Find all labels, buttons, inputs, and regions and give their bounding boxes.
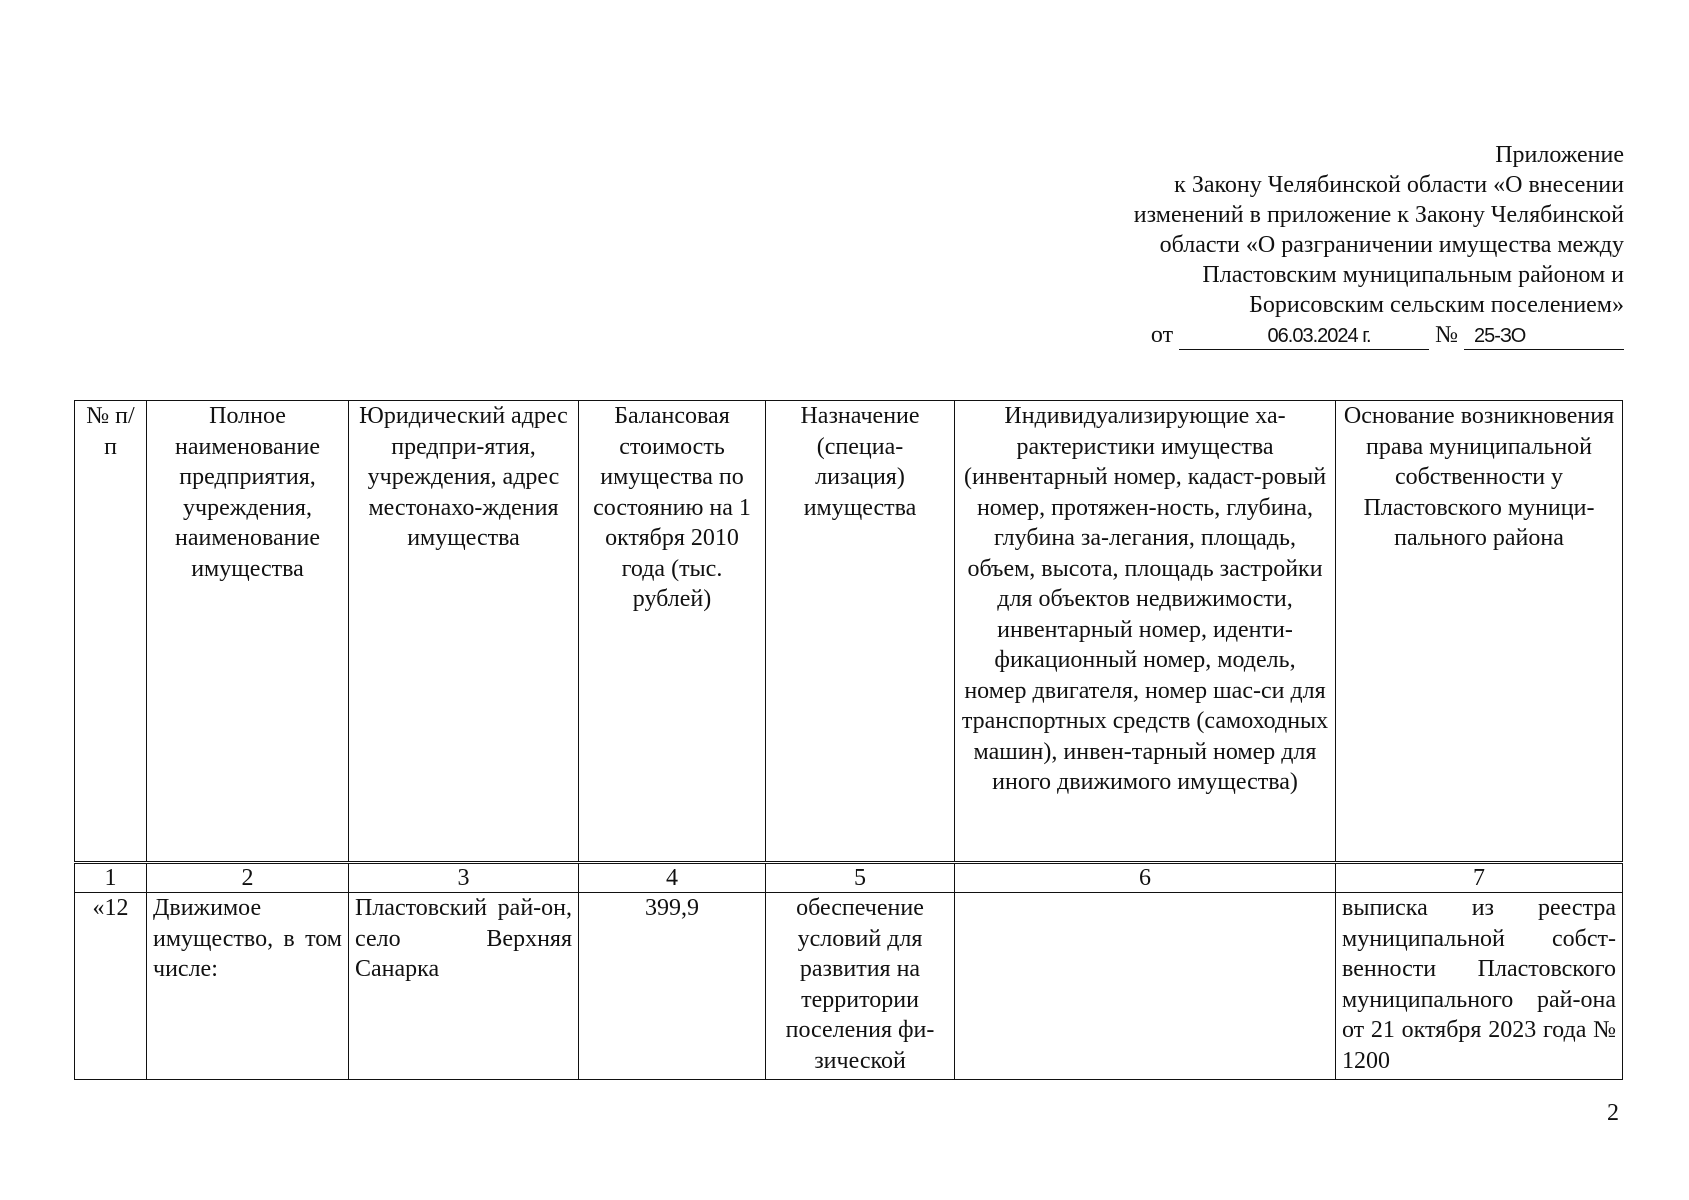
appendix-line: Пластовским муниципальным районом и xyxy=(1202,262,1624,288)
row-name: Движимое имущество, в том числе: xyxy=(147,893,349,1080)
column-number: 2 xyxy=(147,863,349,893)
property-table xyxy=(74,400,1623,1080)
row-number: «12 xyxy=(75,893,147,1080)
appendix-line: области «О разграничении имущества между xyxy=(1159,232,1624,258)
header-cell: Балансовая стоимость имущества по состоянию на 1 октября 2010 года (тыс. рублей) xyxy=(579,401,766,863)
appendix-line: изменений в приложение к Закону Челябинской xyxy=(1133,202,1624,228)
row-characteristics xyxy=(955,893,1336,1080)
column-number: 3 xyxy=(349,863,579,893)
header-cell: Назначение (специа-лизация) имущества xyxy=(766,401,955,863)
law-signature-line xyxy=(1044,320,1624,350)
column-number: 1 xyxy=(75,863,147,893)
number-label: № xyxy=(1435,322,1458,348)
appendix-line: к Закону Челябинской области «О внесении xyxy=(1174,172,1624,198)
column-number: 6 xyxy=(955,863,1336,893)
column-number-row xyxy=(75,863,1623,893)
table-header-row xyxy=(75,401,1623,863)
header-cell: Юридический адрес предпри-ятия, учреждения, адрес местонахо-ждения имущества xyxy=(349,401,579,863)
law-date: 06.03.2024 г. xyxy=(1179,323,1429,350)
row-value: 399,9 xyxy=(579,893,766,1080)
header-cell: Полное наименование предприятия, учреждения, наименование имущества xyxy=(147,401,349,863)
law-number: 25-ЗО xyxy=(1464,323,1624,350)
header-cell: № п/п xyxy=(75,401,147,863)
appendix-line: Приложение xyxy=(1495,142,1624,168)
column-number: 7 xyxy=(1336,863,1623,893)
page-number: 2 xyxy=(1607,1100,1619,1126)
appendix-line: Борисовским сельским поселением» xyxy=(1249,292,1624,318)
header-cell: Основание возникновения права муниципальной собственности у Пластовского муници-пального района xyxy=(1336,401,1623,863)
row-purpose: обеспечение условий для развития на территории поселения фи-зической xyxy=(766,893,955,1080)
column-number: 5 xyxy=(766,863,955,893)
appendix-header xyxy=(1044,140,1624,350)
column-number: 4 xyxy=(579,863,766,893)
row-address: Пластовский рай-он, село Верхняя Санарка xyxy=(349,893,579,1080)
table-row xyxy=(75,893,1623,1080)
from-label: от xyxy=(1150,322,1174,348)
header-cell: Индивидуализирующие ха-рактеристики имущества (инвентарный номер, кадаст-ровый номер, протяжен-ность, глубина, глубина за-легания, площадь, объем, высота, площадь застройки для объектов недвижимости, инвентарный номер, иденти-фикационный номер, модель, номер двигателя, номер шас-си для транспортных средств (самоходных машин), инвен-тарный номер для иного движимого имущества) xyxy=(955,401,1336,863)
row-basis: выписка из реестра муниципальной собст-венности Пластовского муниципального рай-она от 21 октября 2023 года № 1200 xyxy=(1336,893,1623,1080)
